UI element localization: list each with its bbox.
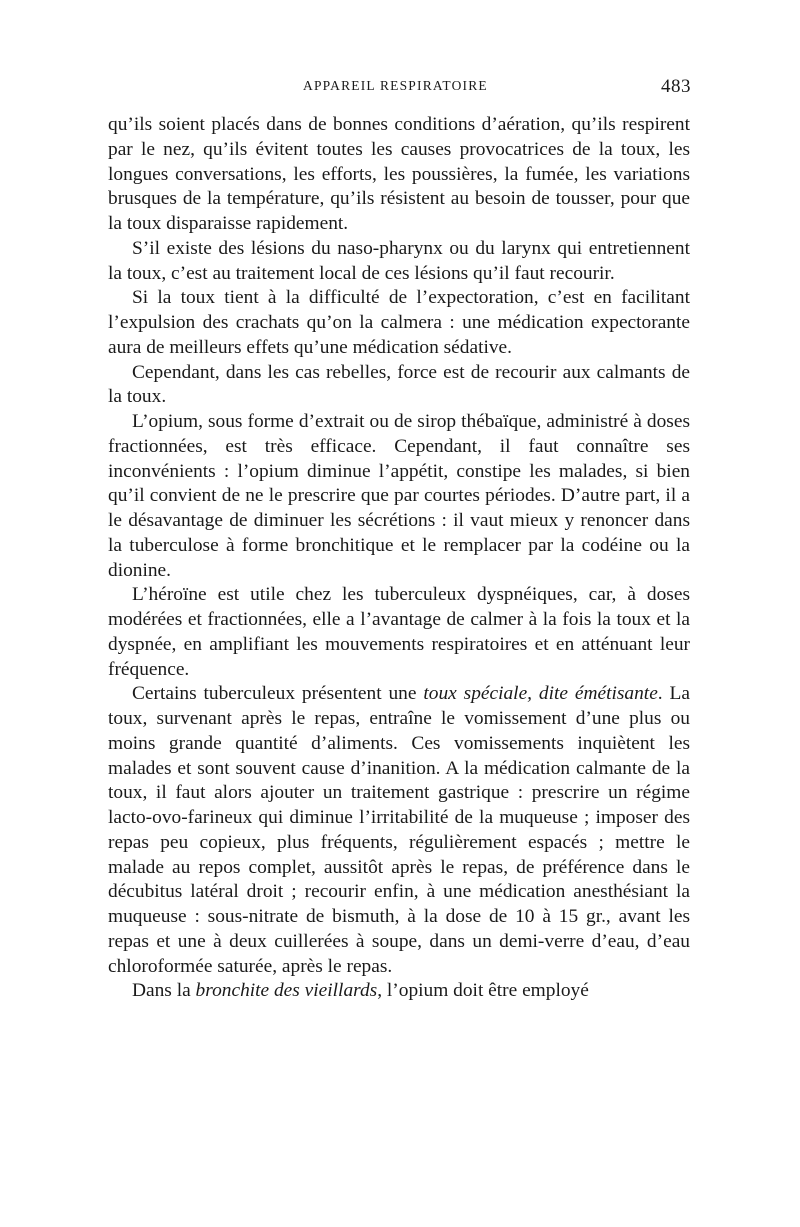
paragraph-bronchite-vieillards — [108, 979, 690, 1004]
paragraph-expectoration: Si la toux tient à la difficulté de l’expectoration, c’est en facilitant l’expulsion des crachats qu’on la calmera : une médication expectorante aura de meilleurs effets qu’une médication sédative. — [108, 287, 690, 358]
text-run: Certains tuberculeux présentent une — [132, 683, 424, 705]
paragraph-aeration: qu’ils soient placés dans de bonnes conditions d’aération, qu’ils respirent par le nez, qu’ils évitent toutes les causes provocatrices de la toux, les longues conversations, les efforts, les poussières, la fumée, les variations brusques de la température, qu’ils résistent au besoin de tousser, pour que la toux disparaisse rapidement. — [108, 114, 690, 234]
text-run: , l’opium doit être employé — [377, 980, 589, 1002]
book-page — [108, 0, 690, 1227]
paragraph-heroine: L’héroïne est utile chez les tuberculeux dyspnéiques, car, à doses modérées et fractionnées, elle a l’avantage de calmer à la fois la toux et la dyspnée, en amplifiant les mouvements respiratoires et en atténuant leur fréquence. — [108, 584, 690, 680]
paragraph-toux-emetisante — [108, 682, 690, 979]
paragraph-opium: L’opium, sous forme d’extrait ou de sirop thébaïque, administré à doses fractionnées, est très efficace. Cependant, il faut connaître ses inconvénients : l’opium diminue l’appétit, constipe les malades, si bien qu’il convient de ne le prescrire que par courtes périodes. D’autre part, il a le désavantage de diminuer les sécrétions : il vaut mieux y renoncer dans la tuberculose à forme bronchitique et le remplacer par la codéine ou la dionine. — [108, 411, 690, 581]
emphasis-toux-speciale: toux spéciale, dite émétisante — [423, 683, 658, 705]
paragraph-calmants: Cependant, dans les cas rebelles, force est de recourir aux calmants de la toux. — [108, 361, 690, 408]
running-title: APPAREIL RESPIRATOIRE — [303, 78, 488, 93]
running-header — [108, 76, 690, 102]
paragraph-naso-pharynx: S’il existe des lésions du naso-pharynx ou du larynx qui entretiennent la toux, c’est au traitement local de ces lésions qu’il faut recourir. — [108, 237, 690, 284]
text-run: Dans la — [132, 980, 196, 1002]
text-run: . La toux, survenant après le repas, entraîne le vomissement d’une plus ou moins grande quantité d’aliments. Ces vomissements inquiètent les malades et sont souvent cause d’inanition. A la médication calmante de la toux, il faut alors ajouter un traitement gastrique : prescrire un régime lacto-ovo-farineux qui diminue l’irritabilité de la muqueuse ; imposer des repas peu copieux, plus fréquents, régulièrement espacés ; mettre le malade au repos complet, aussitôt après le repas, de préférence dans le décubitus latéral droit ; recourir enfin, à une médication anesthésiant la muqueuse : sous-nitrate de bismuth, à la dose de 10 à 15 gr., avant les repas et une à deux cuillerées à soupe, dans un demi-verre d’eau, d’eau chloroformée saturée, après le repas. — [108, 683, 690, 977]
emphasis-bronchite: bronchite des vieillards — [195, 980, 378, 1002]
page-number: 483 — [661, 76, 691, 97]
body-text — [108, 113, 690, 1004]
